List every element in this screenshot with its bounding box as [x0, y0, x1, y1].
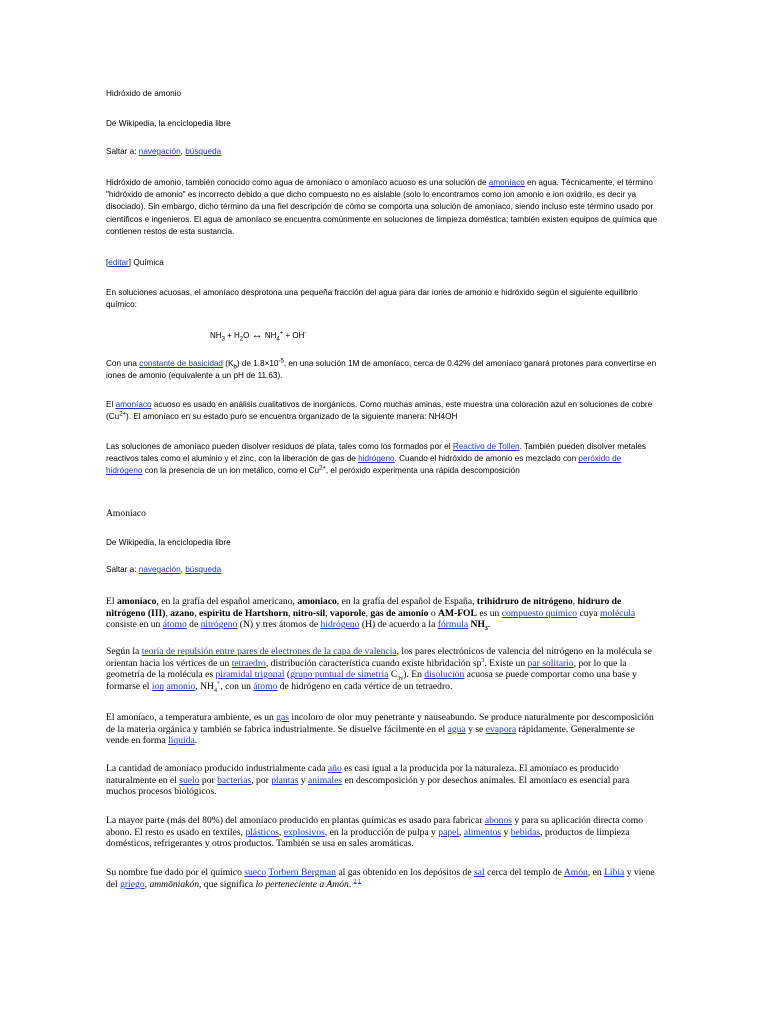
link-ion[interactable]: ion — [151, 680, 165, 692]
production-paragraph: La cantidad de amoníaco producido industrialmente cada año es casi igual a la producida por la naturaleza. El amoníaco es producido naturalmente en el suelo por bacterias, por plantas y animales en descomposición y por desechos animales. El amoníaco es esencial para muchos procesos biológicos. — [106, 763, 630, 798]
jump-links: Saltar a: navegación, búsqueda — [106, 147, 222, 156]
link-amoniaco-2[interactable]: amoníaco — [115, 400, 152, 409]
link-atomo[interactable]: átomo — [162, 619, 187, 631]
link-formula[interactable]: fórmula — [437, 619, 469, 631]
navigation-link-2[interactable]: navegación — [138, 565, 181, 574]
link-abonos[interactable]: abonos — [484, 815, 512, 826]
section-title: Química — [133, 258, 164, 267]
link-agua[interactable]: agua — [447, 723, 466, 735]
link-bacterias[interactable]: bacterias — [217, 774, 252, 786]
chemical-equation: $NH_3 + H_2O$ ↔ $NH_4^+ + OH^-$ — [210, 329, 307, 343]
basicity-paragraph: Con una constante de basicidad $(K_b)$ de $1.8\times 10^{-5}$, en una solución 1M de amoníaco, cerca de 0.42% del amoníaco ganará protones para convertirse en iones de amonio (equivalente a un pH de 11.63). — [106, 358, 657, 381]
navigation-link[interactable]: navegación — [138, 147, 181, 156]
search-link[interactable]: búsqueda — [185, 147, 222, 156]
link-disolucion[interactable]: disolución — [424, 669, 465, 681]
etymology-paragraph: Su nombre fue dado por el químico sueco Torbern Bergman al gas obtenido en los depósitos de sal cerca del templo de Amón, en Libia y viene del griego, ammōniakón, que significa lo perteneciente a Amón. $^{2 1}$ — [106, 867, 655, 890]
link-tetraedro[interactable]: tetraedro — [231, 657, 266, 669]
link-plasticos[interactable]: plásticos — [245, 826, 279, 838]
link-suelo[interactable]: suelo — [179, 774, 200, 786]
link-nitrogeno[interactable]: nitrógeno — [200, 619, 238, 631]
article-title-2: Amoníaco — [106, 508, 146, 519]
link-amonio[interactable]: amonio — [166, 680, 196, 692]
link-sal[interactable]: sal — [474, 867, 485, 878]
link-hidrogeno-2[interactable]: hidrógeno — [320, 619, 360, 631]
source-line: De Wikipedia, la enciclopedia libre — [106, 119, 231, 128]
reference-link-2[interactable]: 2 — [353, 878, 357, 885]
link-reactivo-tollen[interactable]: Reactivo de Tollen — [452, 442, 520, 451]
link-atomo-2[interactable]: átomo — [253, 680, 278, 692]
link-bebidas[interactable]: bebidas — [510, 826, 541, 838]
link-explosivos[interactable]: explosivos — [283, 826, 325, 838]
link-grupo-puntual[interactable]: grupo puntual de simetría — [290, 669, 389, 681]
link-liquida[interactable]: líquida — [168, 735, 195, 747]
link-hidrogeno[interactable]: hidrógeno — [358, 454, 395, 464]
link-plantas[interactable]: plantas — [271, 774, 299, 786]
link-animales[interactable]: animales — [307, 774, 343, 786]
link-amon[interactable]: Amón — [563, 867, 588, 878]
search-link-2[interactable]: búsqueda — [185, 565, 222, 574]
reference-link-1[interactable]: 1 — [358, 878, 362, 885]
source-line-2: De Wikipedia, la enciclopedia libre — [106, 538, 231, 547]
link-ano[interactable]: año — [327, 763, 342, 774]
geometry-paragraph: Según la teoría de repulsión entre pares de electrones de la capa de valencia, los pares electrónicos de valencia del nitrógeno en la molécula se orientan hacia los vértices de un tetraedro, distribución característica cuando existe hibridación $sp^3$. Existe un par solitario, por lo que la geometría de la molécula es piramidal trigonal (grupo puntual de simetría $C_{3v}$). En disolución acuosa se puede comportar como una base y formarse el ion amonio, $NH_4^+$, con un átomo de hidrógeno en cada vértice de un tetraedro. — [106, 646, 652, 694]
link-alimentos[interactable]: alimentos — [463, 826, 502, 838]
equilibrium-paragraph: En soluciones acuosas, el amoníaco desprotona una pequeña fracción del agua para dar iones de amonio e hidróxido según el siguiente equilibrio químico: — [106, 288, 638, 310]
link-peroxido-hidrogeno[interactable]: peróxido de hidrógeno — [106, 454, 622, 476]
jump-links-2: Saltar a: navegación, búsqueda — [106, 565, 222, 574]
article-title: Hidróxido de amonio — [106, 89, 182, 98]
link-piramidal-trigonal[interactable]: piramidal trigonal — [215, 669, 285, 681]
link-trpecv[interactable]: teoría de repulsión entre pares de electrones de la capa de valencia — [141, 646, 397, 657]
definition-paragraph: El amoníaco, en la grafía del español americano, amoniaco, en la grafía del español de España, trihidruro de nitrógeno, hidruro de nitrógeno (III), azano, espíritu de Hartshorn, nitro-sil, vaporole, gas de amonio o AM-FOL es un compuesto químico cuya molécula consiste en un átomo de nitrógeno (N) y tres átomos de hidrógeno (H) de acuerdo a la fórmula $NH_3$. — [106, 596, 636, 633]
link-compuesto-quimico[interactable]: compuesto químico — [501, 607, 578, 619]
link-papel[interactable]: papel — [438, 826, 460, 838]
link-par-solitario[interactable]: par solitario — [527, 657, 574, 669]
uses-paragraph: La mayor parte (más del 80%) del amoníaco producido en plantas químicas es usado para fabricar abonos y para su aplicación directa como abono. El resto es usado en textiles, plásticos, explosivos, en la producción de pulpa y papel, alimentos y bebidas, productos de limpieza domésticos, refrigerantes y otros productos. También se usa en sales aromáticas. — [106, 815, 644, 850]
link-amoniaco[interactable]: amoníaco — [488, 178, 525, 187]
analysis-paragraph: El amoníaco acuoso es usado en análisis cualitativos de inorgánicos. Como muchas aminas, este muestra una coloración azul en soluciones de cobre $(Cu^{2+})$. El amoníaco en su estado puro se encuentra organizado de la siguiente manera: NH4OH — [106, 400, 653, 422]
link-molecula[interactable]: molécula — [600, 607, 636, 619]
link-constante-basicidad[interactable]: constante de basicidad — [139, 359, 223, 368]
link-torbern-bergman[interactable]: Torbern Bergman — [268, 867, 336, 878]
link-gas[interactable]: gas — [276, 712, 290, 723]
properties-paragraph: El amoníaco, a temperatura ambiente, es un gas incoloro de olor muy penetrante y nauseabundo. Se produce naturalmente por descomposición de la materia orgánica y también se fabrica industrialmente. Se disuelve fácilmente en el agua y se evapora rápidamente. Generalmente se vende en forma líquida. — [106, 712, 654, 747]
edit-link[interactable]: editar — [108, 258, 129, 267]
equilibrium-arrow-icon: ↔ — [251, 329, 263, 341]
link-evapora[interactable]: evapora — [485, 723, 517, 735]
link-libia[interactable]: Libia — [604, 867, 625, 878]
intro-paragraph: Hidróxido de amonio, también conocido como agua de amoníaco o amoníaco acuoso es una solución de amoníaco en agua. Técnicamente, el término "hidróxido de amonio" es incorrecto debido a que dicho compuesto no es aislable (solo lo encontramos como ion amonio e ion oxidrilo, es decir ya disociado). Sin embargo, dicho término da una fiel descripción de cómo se comporta una solución de amoníaco, siendo incluso este término usado por científicos e ingenieros. El agua de amoníaco se encuentra comúnmente en soluciones de limpieza doméstica; también existen equipos de química que contienen restos de esta sustancia. — [106, 178, 658, 236]
section-heading-quimica: [editar] Química — [106, 258, 164, 267]
link-sueco[interactable]: sueco — [244, 867, 267, 878]
solutions-paragraph: Las soluciones de amoníaco pueden disolver residuos de plata, tales como los formados por el Reactivo de Tollen. También pueden disolver metales reactivos tales como el aluminio y el zinc, con la liberación de gas de hidrógeno. Cuando el hidróxido de amonio es mezclado con peróxido de hidrógeno con la presencia de un ion metálico, como el $Cu^{2+}$, el peróxido experimenta una rápida descomposición — [106, 442, 646, 476]
link-griego[interactable]: griego — [120, 878, 145, 890]
